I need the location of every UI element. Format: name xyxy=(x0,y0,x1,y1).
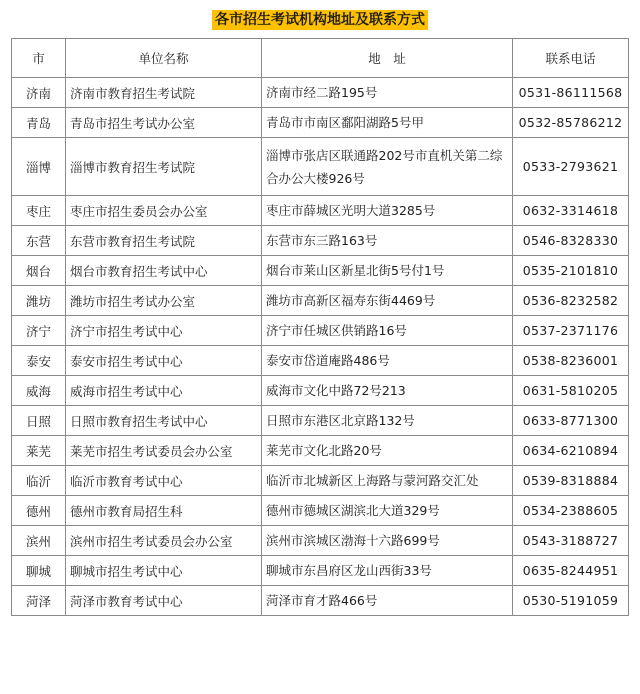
city-cell: 德州 xyxy=(12,496,66,526)
table-row xyxy=(12,346,629,376)
table-row xyxy=(12,376,629,406)
address-cell: 济南市经二路195号 xyxy=(262,78,513,108)
table-row xyxy=(12,256,629,286)
unit-cell: 潍坊市招生考试办公室 xyxy=(66,286,262,316)
table-row xyxy=(12,556,629,586)
address-cell: 日照市东港区北京路132号 xyxy=(262,406,513,436)
phone-cell: 0633-8771300 xyxy=(513,406,629,436)
unit-cell: 济南市教育招生考试院 xyxy=(66,78,262,108)
phone-cell: 0634-6210894 xyxy=(513,436,629,466)
city-cell: 枣庄 xyxy=(12,196,66,226)
address-cell: 济宁市任城区供销路16号 xyxy=(262,316,513,346)
unit-cell: 临沂市教育考试中心 xyxy=(66,466,262,496)
address-cell: 菏泽市育才路466号 xyxy=(262,586,513,616)
city-cell: 日照 xyxy=(12,406,66,436)
header-phone: 联系电话 xyxy=(513,39,629,78)
table-row xyxy=(12,196,629,226)
page-title: 各市招生考试机构地址及联系方式 xyxy=(212,10,428,30)
unit-cell: 济宁市招生考试中心 xyxy=(66,316,262,346)
unit-cell: 日照市教育招生考试中心 xyxy=(66,406,262,436)
header-city: 市 xyxy=(12,39,66,78)
address-cell: 聊城市东昌府区龙山西街33号 xyxy=(262,556,513,586)
city-cell: 菏泽 xyxy=(12,586,66,616)
unit-cell: 枣庄市招生委员会办公室 xyxy=(66,196,262,226)
contact-table xyxy=(11,38,629,616)
unit-cell: 滨州市招生考试委员会办公室 xyxy=(66,526,262,556)
unit-cell: 莱芜市招生考试委员会办公室 xyxy=(66,436,262,466)
table-row xyxy=(12,406,629,436)
table-row xyxy=(12,138,629,196)
unit-cell: 聊城市招生考试中心 xyxy=(66,556,262,586)
table-row xyxy=(12,496,629,526)
city-cell: 青岛 xyxy=(12,108,66,138)
address-cell: 临沂市北城新区上海路与蒙河路交汇处 xyxy=(262,466,513,496)
city-cell: 泰安 xyxy=(12,346,66,376)
table-row xyxy=(12,78,629,108)
phone-cell: 0530-5191059 xyxy=(513,586,629,616)
address-cell: 东营市东三路163号 xyxy=(262,226,513,256)
unit-cell: 菏泽市教育考试中心 xyxy=(66,586,262,616)
city-cell: 东营 xyxy=(12,226,66,256)
address-cell: 青岛市市南区鄱阳湖路5号甲 xyxy=(262,108,513,138)
address-cell: 淄博市张店区联通路202号市直机关第二综合办公大楼926号 xyxy=(262,138,513,196)
phone-cell: 0532-85786212 xyxy=(513,108,629,138)
unit-cell: 烟台市教育招生考试中心 xyxy=(66,256,262,286)
table-row xyxy=(12,108,629,138)
table-row xyxy=(12,586,629,616)
table-row xyxy=(12,436,629,466)
address-cell: 威海市文化中路72号213 xyxy=(262,376,513,406)
city-cell: 聊城 xyxy=(12,556,66,586)
phone-cell: 0539-8318884 xyxy=(513,466,629,496)
phone-cell: 0546-8328330 xyxy=(513,226,629,256)
address-cell: 德州市德城区湖滨北大道329号 xyxy=(262,496,513,526)
header-unit: 单位名称 xyxy=(66,39,262,78)
phone-cell: 0631-5810205 xyxy=(513,376,629,406)
address-cell: 烟台市莱山区新星北街5号付1号 xyxy=(262,256,513,286)
phone-cell: 0531-86111568 xyxy=(513,78,629,108)
phone-cell: 0536-8232582 xyxy=(513,286,629,316)
table-row xyxy=(12,316,629,346)
unit-cell: 泰安市招生考试中心 xyxy=(66,346,262,376)
table-row xyxy=(12,286,629,316)
city-cell: 潍坊 xyxy=(12,286,66,316)
city-cell: 威海 xyxy=(12,376,66,406)
unit-cell: 威海市招生考试中心 xyxy=(66,376,262,406)
phone-cell: 0537-2371176 xyxy=(513,316,629,346)
table-row xyxy=(12,226,629,256)
unit-cell: 青岛市招生考试办公室 xyxy=(66,108,262,138)
phone-cell: 0538-8236001 xyxy=(513,346,629,376)
city-cell: 济宁 xyxy=(12,316,66,346)
table-body xyxy=(12,78,629,616)
unit-cell: 东营市教育招生考试院 xyxy=(66,226,262,256)
phone-cell: 0534-2388605 xyxy=(513,496,629,526)
unit-cell: 德州市教育局招生科 xyxy=(66,496,262,526)
city-cell: 烟台 xyxy=(12,256,66,286)
header-address: 地 址 xyxy=(262,39,513,78)
address-cell: 滨州市滨城区渤海十六路699号 xyxy=(262,526,513,556)
address-cell: 潍坊市高新区福寿东街4469号 xyxy=(262,286,513,316)
city-cell: 临沂 xyxy=(12,466,66,496)
unit-cell: 淄博市教育招生考试院 xyxy=(66,138,262,196)
phone-cell: 0635-8244951 xyxy=(513,556,629,586)
city-cell: 莱芜 xyxy=(12,436,66,466)
address-cell: 莱芜市文化北路20号 xyxy=(262,436,513,466)
address-cell: 枣庄市薛城区光明大道3285号 xyxy=(262,196,513,226)
table-header-row xyxy=(12,39,629,78)
phone-cell: 0543-3188727 xyxy=(513,526,629,556)
phone-cell: 0632-3314618 xyxy=(513,196,629,226)
table-row xyxy=(12,526,629,556)
table-row xyxy=(12,466,629,496)
phone-cell: 0535-2101810 xyxy=(513,256,629,286)
city-cell: 济南 xyxy=(12,78,66,108)
address-cell: 泰安市岱道庵路486号 xyxy=(262,346,513,376)
city-cell: 淄博 xyxy=(12,138,66,196)
phone-cell: 0533-2793621 xyxy=(513,138,629,196)
title-bar xyxy=(0,9,640,31)
city-cell: 滨州 xyxy=(12,526,66,556)
